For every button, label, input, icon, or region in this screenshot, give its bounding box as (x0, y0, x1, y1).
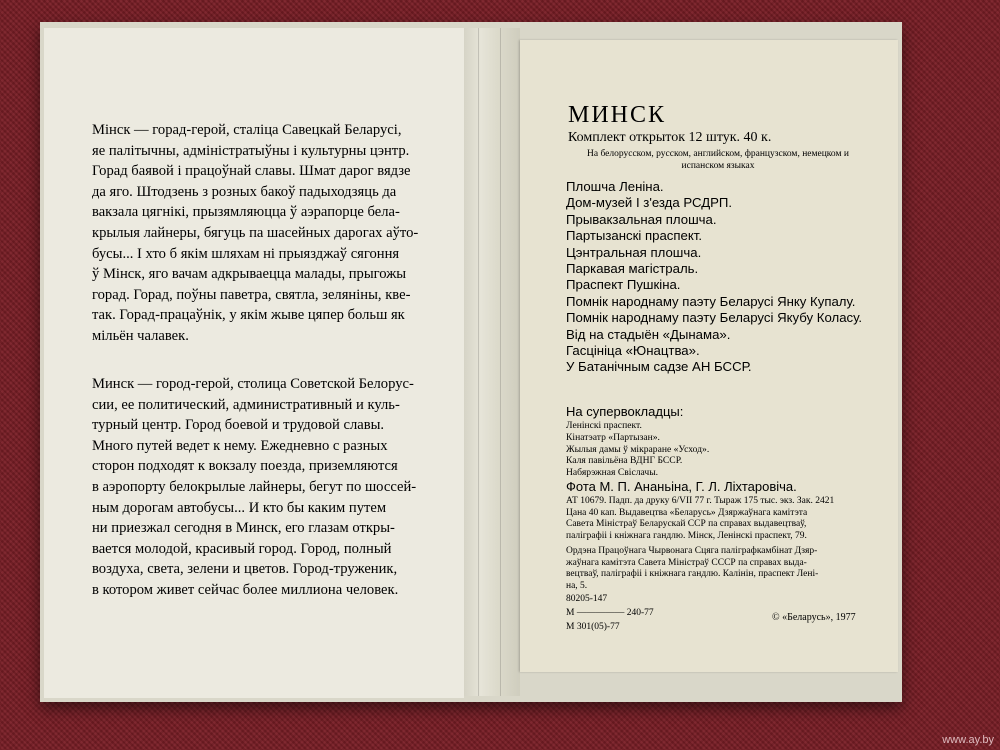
list-item: Кінатэатр «Партызан». (566, 431, 660, 443)
supercover-heading: На супервокладцы: (566, 404, 684, 419)
list-item: Жылыя дамы ў мікраране «Усход». (566, 443, 710, 455)
booklet-title: МИНСК (568, 102, 667, 128)
list-item: Цэнтральная плошча. (566, 244, 702, 260)
list-item: Ленінскі праспект. (566, 420, 642, 431)
spine-crease (478, 28, 479, 696)
languages-note: На белорусском, русском, английском, французском, немецком и испанском языках (587, 149, 849, 171)
list-item: Прывакзальная плошча. (566, 211, 717, 227)
list-item: Каля павільёна ВДНГ БССР. (566, 455, 683, 467)
list-item: Помнік народнаму паэту Беларусі Янку Купалу. (566, 293, 856, 309)
photo-credit: Фота М. П. Ананьіна, Г. Л. Ліхтаровіча. (566, 479, 797, 494)
copyright-notice: © «Беларусь», 1977 (772, 612, 856, 623)
list-item: Праспект Пушкіна. (566, 277, 681, 293)
catalog-codes: 80205-147 М ————— 240-77 М 301(05)-77 (566, 594, 654, 632)
list-item: Плошча Леніна. (566, 179, 664, 194)
list-item: Паркавая магістраль. (566, 261, 699, 277)
site-watermark: www.ay.by (942, 734, 994, 746)
booklet-spine (464, 28, 520, 696)
list-item: Дом-музей І з'езда РСДРП. (566, 195, 733, 211)
spine-crease (500, 28, 501, 696)
list-item: Помнік народнаму паэту Беларусі Якубу Коласу. (566, 310, 863, 326)
belarusian-paragraph: Мінск — горад-герой, сталіца Савецкай Беларусі, яе палітычны, адміністратыўны і культурны цэнтр. Горад баявой і працоўнай славы. Шмат дарог вядзе да яго. Штодзень з розных бакоў падыходзяць да вакзала цягнікі, прызямляюцца ў аэрапорце белa- крылыя лайнеры, бягуць па шасейных дарогах аўто- бусы... І хто б якім шляхам ні прыязджаў сягоння ў Мінск, яго вачам адкрываецца малады, прыгожы горад. Горад, поўны паветра, святла, зеляніны, кве- так. Горад-працаўнік, у якім жыве цяпер больш як мільён чалавек. (92, 122, 419, 344)
list-item: У Батанічным садзе АН БССР. (566, 359, 752, 375)
printer-imprint: Ордэна Працоўнага Чырвонага Сцяга паліграфкамбінат Дзяр- жаўнага камітэта Савета Міністраў СССР па справах выда- вецтваў, паліграфіі і кніжнага гандлю. Калінін, праспект Лені- на, 5. (566, 546, 819, 591)
booklet-subtitle: Комплект открыток 12 штук. 40 к. (568, 130, 772, 145)
supercover-list (566, 420, 709, 479)
russian-paragraph: Минск — город-герой, столица Советской Белорус- сии, ее политический, административный и куль- турный центр. Город боевой и трудовой славы. Много путей ведет к нему. Ежедневно с разных сторон подходят к вокзалу поезда, приземляются в аэропорту белокрылые лайнеры, бегут по шоссей- ным дорогам автобусы... И кто бы каким путем ни приезжал сегодня в Минск, его глазам откры- вается молодой, красивый город. Город, полный воздуха, света, зелени и цветов. Город-труженик, в котором живет сейчас более миллиона человек. (92, 376, 417, 598)
publisher-imprint: АТ 10679. Падп. да друку 6/VII 77 г. Тыраж 175 тыс. экз. Зак. 2421 Цана 40 кап. Выдавецтва «Беларусь» Дзяржаўнага камітэта Савета Міністраў Беларускай ССР па справах выдавецтваў, паліграфіі і кніжнага гандлю. Мінск, Ленінскі праспект, 79. (566, 496, 835, 541)
list-item: Гасцініца «Юнацтва». (566, 343, 700, 359)
list-item: Набярэжная Свіслачы. (566, 467, 659, 479)
list-item: Партызанскі праспект. (566, 228, 703, 244)
postcard-list (566, 179, 862, 376)
list-item: Від на стадыён «Дынама». (566, 326, 731, 342)
